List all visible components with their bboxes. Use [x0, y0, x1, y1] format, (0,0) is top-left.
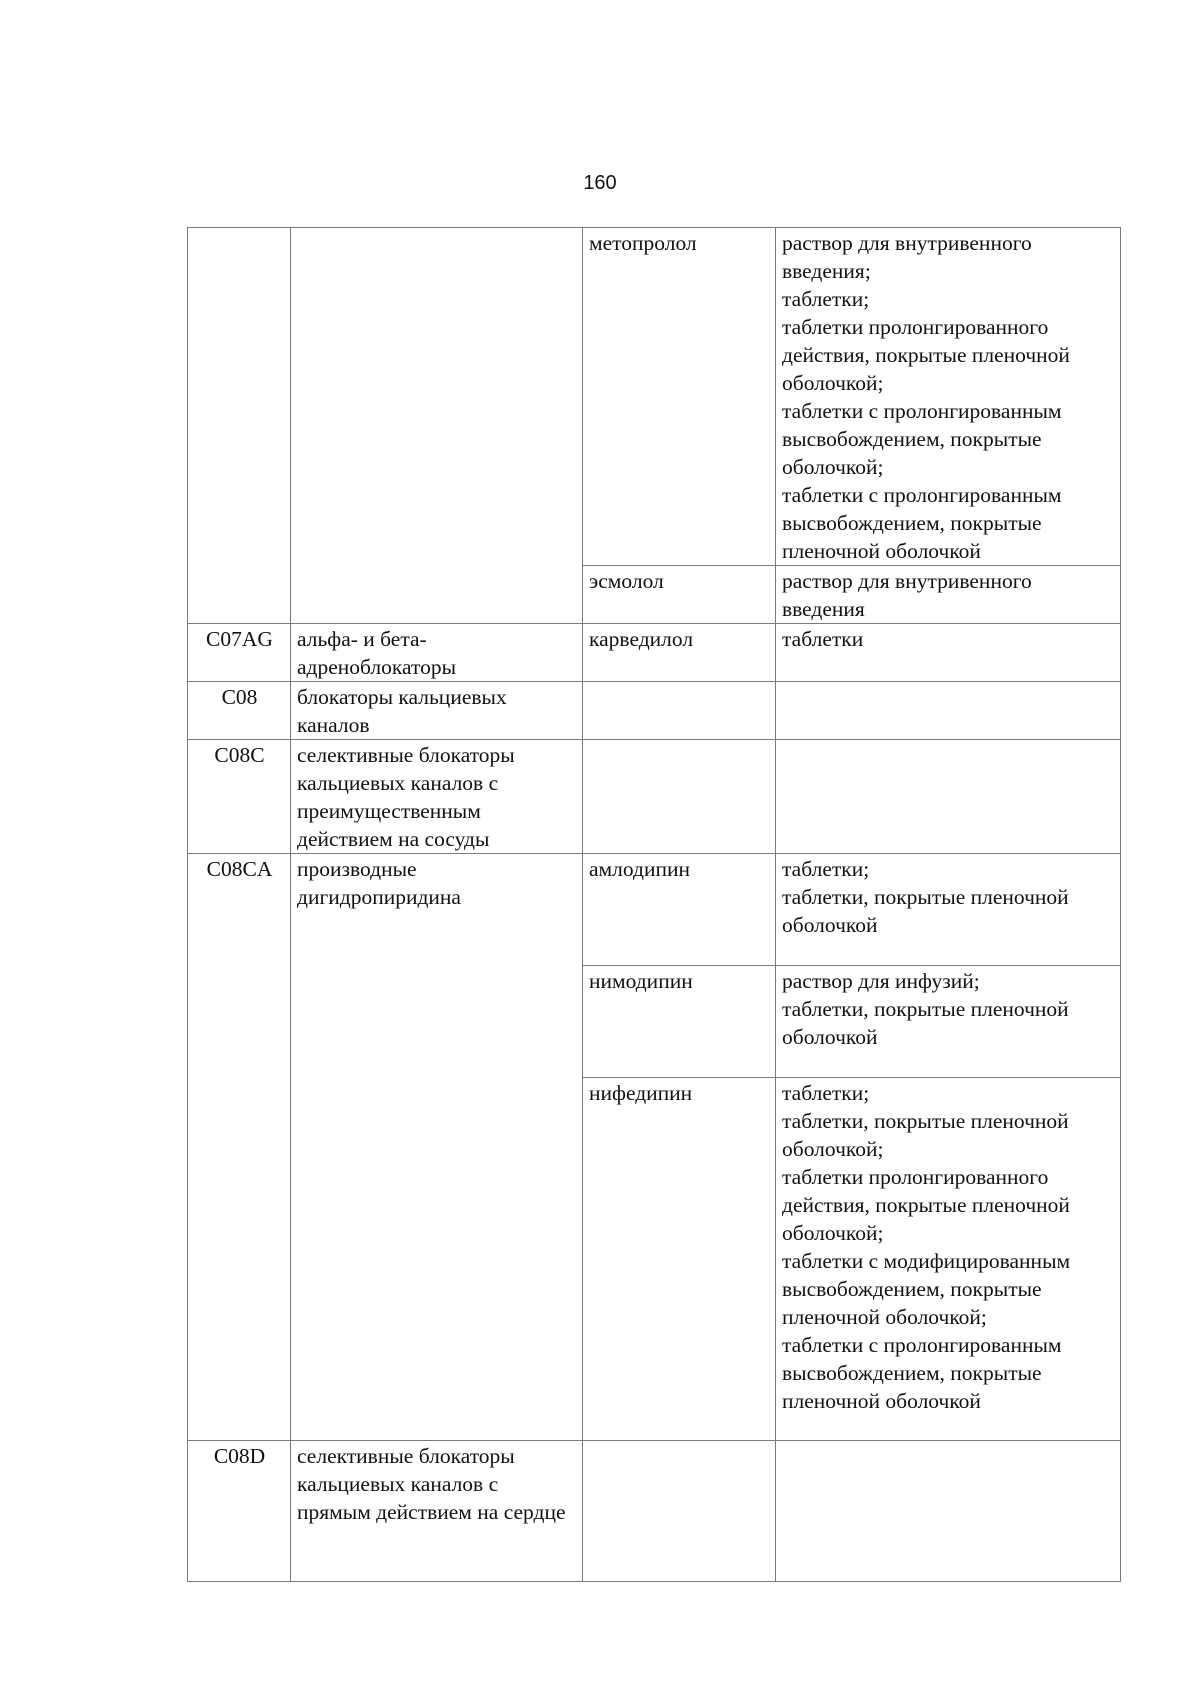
- dosage-form-line: действия, покрытые пленочной: [782, 343, 1070, 367]
- dosage-forms-cell: [776, 624, 1121, 682]
- dosage-form-line: действия, покрытые пленочной: [782, 1193, 1070, 1217]
- group-name-cell: блокаторы кальциевых каналов: [291, 682, 583, 740]
- drug-name-cell: карведилол: [583, 624, 776, 682]
- dosage-forms-cell: [776, 566, 1121, 624]
- table-row: [188, 228, 1121, 566]
- dosage-form-line: пленочной оболочкой: [782, 539, 981, 563]
- table-row: [188, 624, 1121, 682]
- dosage-forms-cell: [776, 228, 1121, 566]
- atc-code-cell: [188, 228, 291, 624]
- dosage-forms-cell: [776, 1078, 1121, 1441]
- dosage-form-line: таблетки, покрытые пленочной: [782, 885, 1069, 909]
- drug-name-cell: нимодипин: [583, 966, 776, 1078]
- dosage-form-line: высвобождением, покрытые: [782, 427, 1042, 451]
- page-number: 160: [583, 172, 617, 194]
- dosage-form-line: таблетки с пролонгированным: [782, 399, 1062, 423]
- dosage-forms-cell: [776, 966, 1121, 1078]
- group-name-cell: селективные блокаторы кальциевых каналов с прямым действием на сердце: [291, 1441, 583, 1582]
- atc-code-cell: C08: [188, 682, 291, 740]
- dosage-form-line: высвобождением, покрытые: [782, 1277, 1042, 1301]
- dosage-form-line: высвобождением, покрытые: [782, 511, 1042, 535]
- drug-name-cell: эсмолол: [583, 566, 776, 624]
- group-name-cell: селективные блокаторы кальциевых каналов с преимущественным действием на сосуды: [291, 740, 583, 854]
- group-name-cell: производные дигидропиридина: [291, 854, 583, 1441]
- drug-name-cell: [583, 1441, 776, 1582]
- dosage-form-line: таблетки с пролонгированным: [782, 483, 1062, 507]
- dosage-forms-cell: [776, 1441, 1121, 1582]
- dosage-form-line: таблетки: [782, 627, 864, 651]
- dosage-form-line: введения;: [782, 259, 871, 283]
- dosage-form-line: таблетки, покрытые пленочной: [782, 997, 1069, 1021]
- dosage-form-line: пленочной оболочкой: [782, 1389, 981, 1413]
- dosage-form-line: высвобождением, покрытые: [782, 1361, 1042, 1385]
- table-row: [188, 740, 1121, 854]
- dosage-form-line: оболочкой: [782, 1025, 878, 1049]
- dosage-form-line: оболочкой: [782, 913, 878, 937]
- dosage-form-line: оболочкой;: [782, 1221, 884, 1245]
- drug-name-cell: метопролол: [583, 228, 776, 566]
- dosage-form-line: оболочкой;: [782, 371, 884, 395]
- group-name-cell: [291, 228, 583, 624]
- dosage-form-line: пленочной оболочкой;: [782, 1305, 987, 1329]
- dosage-form-line: введения: [782, 597, 865, 621]
- atc-code-cell: C08D: [188, 1441, 291, 1582]
- dosage-form-line: оболочкой;: [782, 455, 884, 479]
- dosage-form-line: раствор для внутривенного: [782, 569, 1032, 593]
- drug-name-cell: амлодипин: [583, 854, 776, 966]
- table-row: [188, 682, 1121, 740]
- dosage-form-line: таблетки пролонгированного: [782, 1165, 1049, 1189]
- dosage-forms-cell: [776, 682, 1121, 740]
- dosage-form-line: таблетки;: [782, 1081, 870, 1105]
- dosage-form-line: раствор для инфузий;: [782, 969, 980, 993]
- atc-drug-table: [187, 227, 1121, 1582]
- atc-code-cell: C08CA: [188, 854, 291, 1441]
- drug-name-cell: [583, 682, 776, 740]
- atc-code-cell: C08C: [188, 740, 291, 854]
- dosage-forms-cell: [776, 854, 1121, 966]
- dosage-form-line: раствор для внутривенного: [782, 231, 1032, 255]
- table-row: [188, 1441, 1121, 1582]
- dosage-form-line: таблетки;: [782, 857, 870, 881]
- drug-name-cell: [583, 740, 776, 854]
- atc-code-cell: C07AG: [188, 624, 291, 682]
- dosage-form-line: таблетки пролонгированного: [782, 315, 1049, 339]
- drug-name-cell: нифедипин: [583, 1078, 776, 1441]
- dosage-form-line: таблетки с модифицированным: [782, 1249, 1071, 1273]
- group-name-cell: альфа- и бета-адреноблокаторы: [291, 624, 583, 682]
- table-row: [188, 854, 1121, 966]
- dosage-form-line: таблетки, покрытые пленочной: [782, 1109, 1069, 1133]
- dosage-form-line: таблетки;: [782, 287, 870, 311]
- dosage-form-line: таблетки с пролонгированным: [782, 1333, 1062, 1357]
- dosage-form-line: оболочкой;: [782, 1137, 884, 1161]
- dosage-forms-cell: [776, 740, 1121, 854]
